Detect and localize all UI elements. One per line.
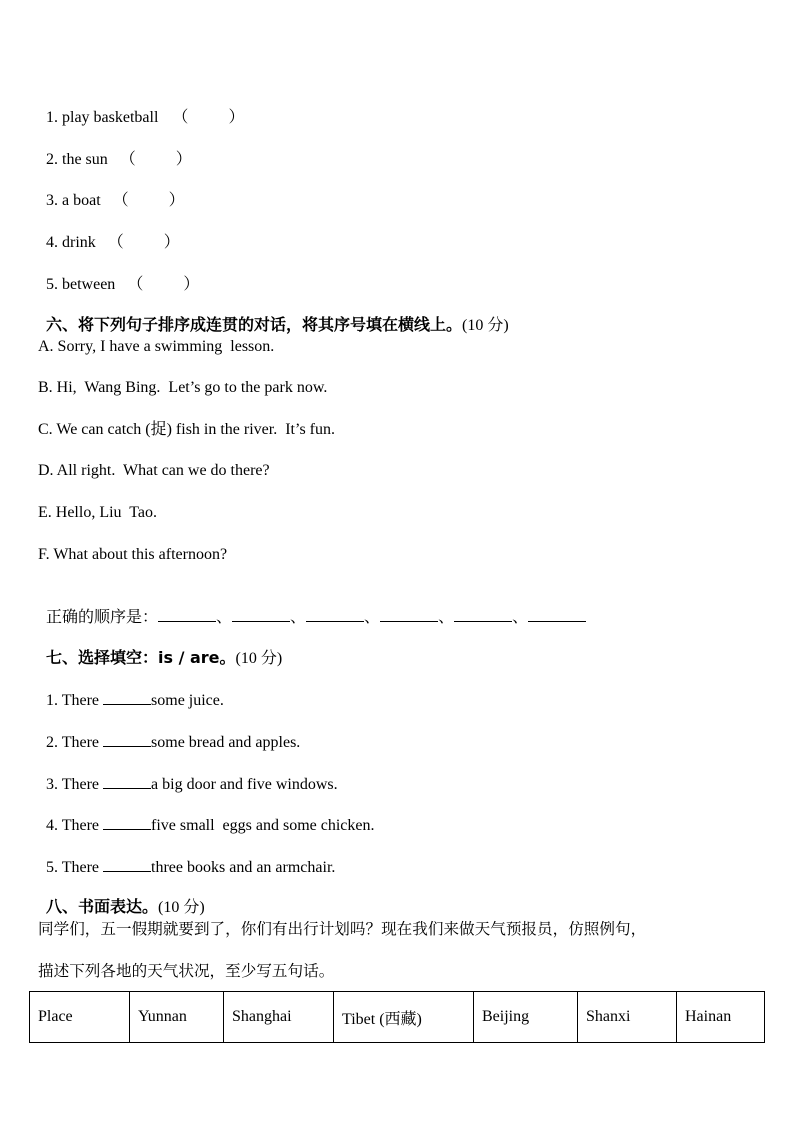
fill-suffix: three books and an armchair.: [151, 859, 336, 876]
section-6-title: 六、将下列句子排序成连贯的对话，将其序号填在横线上。: [46, 315, 463, 334]
fill-prefix: 2. There: [46, 734, 100, 751]
order-separator: 、: [512, 607, 529, 626]
vocab-text: 2. the sun: [46, 151, 108, 168]
fill-item-5: [38, 836, 335, 878]
fill-blank[interactable]: [103, 856, 151, 872]
dialogue-option-text: D. All right. What can we do there?: [38, 462, 270, 479]
writing-prompt-line-2: [38, 961, 334, 981]
section-8-points: (10 分): [158, 899, 205, 916]
writing-prompt-text: 同学们，五一假期就要到了，你们有出行计划吗？现在我们来做天气预报员，仿照例句，: [38, 920, 647, 938]
order-blank-5[interactable]: [454, 606, 512, 622]
order-blank-4[interactable]: [380, 606, 438, 622]
dialogue-option-text: C. We can catch (捉) fish in the river. It’s fun.: [38, 421, 336, 438]
dialogue-option-f: [38, 545, 227, 565]
vocab-item-4: [38, 212, 180, 253]
table-cell-beijing: Beijing: [474, 992, 578, 1043]
paren-close: ）: [163, 232, 180, 251]
writing-prompt-text: 描述下列各地的天气状况，至少写五句话。: [38, 962, 335, 980]
section-7-heading: [38, 628, 282, 669]
fill-suffix: a big door and five windows.: [151, 776, 338, 793]
section-8-title: 八、书面表达。: [46, 897, 159, 916]
paren-open: （: [119, 149, 136, 168]
vocab-item-3: [38, 170, 185, 211]
fill-suffix: some bread and apples.: [151, 734, 301, 751]
writing-prompt-line-1: [38, 919, 646, 939]
order-separator: 、: [290, 607, 307, 626]
fill-prefix: 4. There: [46, 817, 100, 834]
dialogue-option-text: F. What about this afternoon?: [38, 546, 228, 563]
order-separator: 、: [364, 607, 381, 626]
vocab-item-5: [38, 254, 199, 295]
table-cell-shanghai: Shanghai: [224, 992, 334, 1043]
dialogue-option-text: A. Sorry, I have a swimming lesson.: [38, 338, 275, 355]
vocab-text: 4. drink: [46, 234, 96, 251]
vocab-text: 5. between: [46, 276, 116, 293]
paren-close: ）: [168, 190, 185, 209]
fill-prefix: 1. There: [46, 692, 100, 709]
fill-prefix: 5. There: [46, 859, 100, 876]
order-separator: 、: [438, 607, 455, 626]
table-cell-yunnan: Yunnan: [130, 992, 224, 1043]
place-table: [29, 991, 765, 1043]
fill-blank[interactable]: [103, 773, 151, 789]
section-6-points: (10 分): [462, 317, 509, 334]
table-cell-hainan: Hainan: [677, 992, 765, 1043]
section-7-points: (10 分): [235, 650, 283, 667]
order-separator: 、: [216, 607, 233, 626]
fill-item-2: [38, 711, 300, 753]
fill-blank[interactable]: [103, 814, 151, 830]
vocab-item-1: [38, 87, 244, 128]
fill-item-1: [38, 669, 224, 711]
paren-close: ）: [228, 107, 245, 126]
dialogue-option-text: E. Hello, Liu Tao.: [38, 504, 158, 521]
fill-item-4: [38, 794, 375, 836]
dialogue-option-d: [38, 461, 270, 481]
paren-close: ）: [175, 149, 192, 168]
order-blank-1[interactable]: [158, 606, 216, 622]
paren-open: （: [172, 107, 189, 126]
fill-suffix: some juice.: [151, 692, 224, 709]
fill-suffix: five small eggs and some chicken.: [151, 817, 375, 834]
table-cell-shanxi: Shanxi: [578, 992, 677, 1043]
vocab-item-2: [38, 129, 192, 170]
dialogue-option-e: [38, 503, 157, 523]
section-8-heading: [38, 877, 205, 918]
order-blank-2[interactable]: [232, 606, 290, 622]
dialogue-option-c: [38, 420, 335, 440]
order-blank-3[interactable]: [306, 606, 364, 622]
table-cell-tibet: Tibet (西藏): [334, 992, 474, 1043]
paren-open: （: [107, 232, 124, 251]
section-7-title: 七、选择填空：is / are。: [46, 648, 236, 667]
order-answer-row: [38, 586, 586, 628]
table-row: [30, 992, 765, 1043]
vocab-text: 3. a boat: [46, 192, 101, 209]
section-6-heading: [38, 295, 509, 336]
fill-prefix: 3. There: [46, 776, 100, 793]
fill-item-3: [38, 753, 338, 795]
order-blank-6[interactable]: [528, 606, 586, 622]
dialogue-option-text: B. Hi, Wang Bing. Let’s go to the park now.: [38, 379, 328, 396]
table-cell-place: Place: [30, 992, 130, 1043]
fill-blank[interactable]: [103, 689, 151, 705]
paren-open: （: [127, 274, 144, 293]
vocab-text: 1. play basketball: [46, 109, 159, 126]
paren-open: （: [112, 190, 129, 209]
paren-close: ）: [183, 274, 200, 293]
dialogue-option-b: [38, 378, 327, 398]
dialogue-option-a: [38, 337, 274, 357]
order-label: 正确的顺序是：: [46, 607, 159, 626]
fill-blank[interactable]: [103, 731, 151, 747]
